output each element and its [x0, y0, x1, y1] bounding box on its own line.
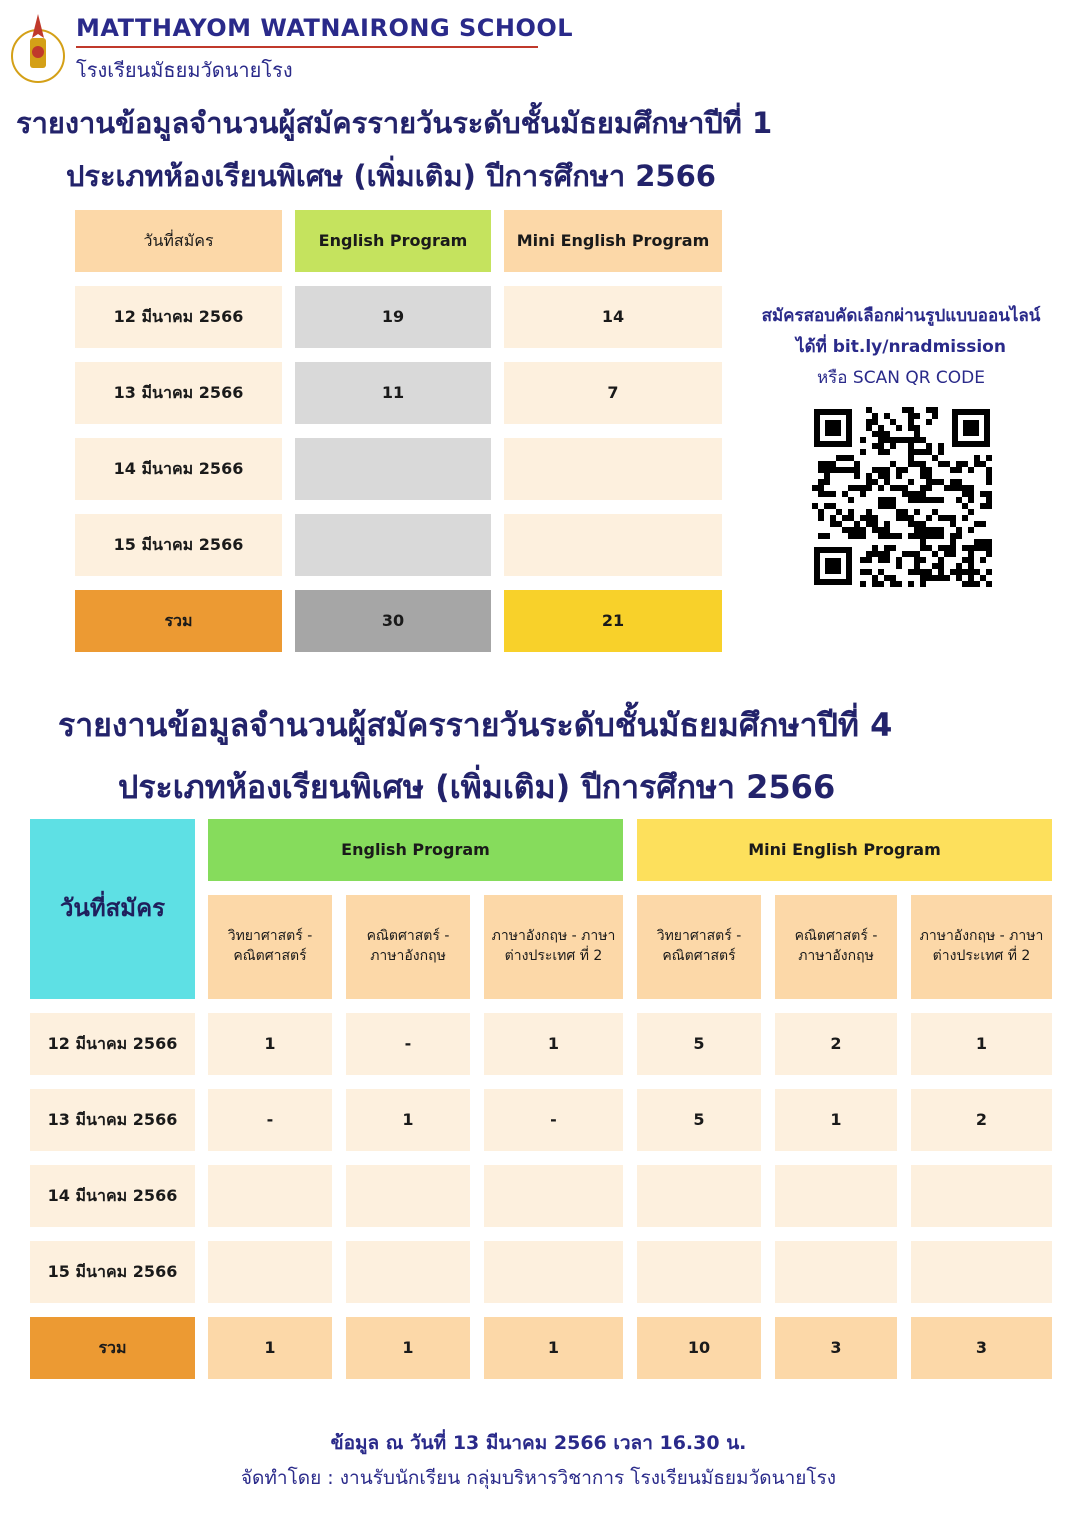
m4-subheader-mep-math-eng: คณิตศาสตร์ - ภาษาอังกฤษ [775, 895, 897, 999]
m4-row-value [346, 1165, 470, 1227]
data-timestamp: ข้อมูล ณ วันที่ 13 มีนาคม 2566 เวลา 16.30 น. [330, 1432, 747, 1454]
header-rule [76, 46, 538, 48]
m1-total-label: รวม [75, 590, 282, 652]
m4-row-value [637, 1165, 761, 1227]
m1-row-mep [504, 514, 722, 576]
m4-row-value: 5 [637, 1013, 761, 1075]
m4-header-mep: Mini English Program [637, 819, 1052, 881]
m1-row-mep: 14 [504, 286, 722, 348]
m1-total-ep: 30 [295, 590, 491, 652]
m4-row-value: - [484, 1089, 623, 1151]
m4-row-date: 14 มีนาคม 2566 [30, 1165, 195, 1227]
m4-row-value: 1 [346, 1089, 470, 1151]
school-name-thai: โรงเรียนมัธยมวัดนายโรง [76, 58, 293, 82]
m1-header-ep: English Program [295, 210, 491, 272]
m4-subheader-mep-eng-lang: ภาษาอังกฤษ - ภาษาต่างประเทศ ที่ 2 [911, 895, 1052, 999]
m4-row-date: 15 มีนาคม 2566 [30, 1241, 195, 1303]
m1-header-mep: Mini English Program [504, 210, 722, 272]
m4-row-value: - [346, 1013, 470, 1075]
m1-row-ep [295, 438, 491, 500]
m1-row-mep: 7 [504, 362, 722, 424]
scan-qr-text: หรือ SCAN QR CODE [816, 368, 986, 388]
m1-title-line1: รายงานข้อมูลจำนวนผู้สมัครรายวันระดับชั้นมัธยมศึกษาปีที่ 1 [16, 106, 773, 140]
m4-total-value: 3 [911, 1317, 1052, 1379]
m4-row-date: 12 มีนาคม 2566 [30, 1013, 195, 1075]
m4-row-value: 2 [775, 1013, 897, 1075]
online-apply-text: สมัครสอบคัดเลือกผ่านรูปแบบออนไลน์ [761, 306, 1041, 326]
m4-title-line1: รายงานข้อมูลจำนวนผู้สมัครรายวันระดับชั้นมัธยมศึกษาปีที่ 4 [58, 706, 893, 744]
m1-total-mep: 21 [504, 590, 722, 652]
m4-row-date: 13 มีนาคม 2566 [30, 1089, 195, 1151]
m4-row-value [208, 1241, 332, 1303]
m4-row-value: 1 [208, 1013, 332, 1075]
m4-row-value: 1 [775, 1089, 897, 1151]
m1-row-ep: 19 [295, 286, 491, 348]
m4-row-value: 5 [637, 1089, 761, 1151]
m4-row-value [346, 1241, 470, 1303]
m1-row-ep: 11 [295, 362, 491, 424]
m4-row-value: 2 [911, 1089, 1052, 1151]
m4-total-value: 1 [484, 1317, 623, 1379]
m1-row-date: 15 มีนาคม 2566 [75, 514, 282, 576]
m4-header-date: วันที่สมัคร [30, 819, 195, 999]
prepared-by: จัดทำโดย : งานรับนักเรียน กลุ่มบริหารวิชาการ โรงเรียนมัธยมวัดนายโรง [240, 1467, 837, 1489]
m1-row-ep [295, 514, 491, 576]
m4-subheader-ep-sci-math: วิทยาศาสตร์ - คณิตศาสตร์ [208, 895, 332, 999]
apply-link-text[interactable]: ได้ที่ bit.ly/nradmission [796, 337, 1006, 357]
m4-subheader-ep-math-eng: คณิตศาสตร์ - ภาษาอังกฤษ [346, 895, 470, 999]
m4-row-value: 1 [911, 1013, 1052, 1075]
m1-row-date: 12 มีนาคม 2566 [75, 286, 282, 348]
m4-row-value: 1 [484, 1013, 623, 1075]
m4-total-label: รวม [30, 1317, 195, 1379]
m4-total-value: 1 [346, 1317, 470, 1379]
m4-row-value [775, 1165, 897, 1227]
m1-header-date: วันที่สมัคร [75, 210, 282, 272]
m4-row-value [911, 1241, 1052, 1303]
m4-total-value: 10 [637, 1317, 761, 1379]
m4-subheader-mep-sci-math: วิทยาศาสตร์ - คณิตศาสตร์ [637, 895, 761, 999]
m4-row-value [484, 1241, 623, 1303]
school-name-english: MATTHAYOM WATNAIRONG SCHOOL [76, 14, 574, 42]
m1-row-mep [504, 438, 722, 500]
m1-row-date: 13 มีนาคม 2566 [75, 362, 282, 424]
m4-total-value: 3 [775, 1317, 897, 1379]
m4-row-value [911, 1165, 1052, 1227]
m4-subheader-ep-eng-lang: ภาษาอังกฤษ - ภาษาต่างประเทศ ที่ 2 [484, 895, 623, 999]
m4-row-value [637, 1241, 761, 1303]
m1-row-date: 14 มีนาคม 2566 [75, 438, 282, 500]
qr-code[interactable] [812, 407, 992, 587]
m1-title-line2: ประเภทห้องเรียนพิเศษ (เพิ่มเติม) ปีการศึกษา 2566 [66, 159, 716, 193]
m4-title-line2: ประเภทห้องเรียนพิเศษ (เพิ่มเติม) ปีการศึกษา 2566 [118, 768, 836, 806]
school-logo [10, 8, 66, 88]
m4-row-value [208, 1165, 332, 1227]
m4-row-value [484, 1165, 623, 1227]
m4-row-value [775, 1241, 897, 1303]
m4-total-value: 1 [208, 1317, 332, 1379]
m4-header-ep: English Program [208, 819, 623, 881]
m4-row-value: - [208, 1089, 332, 1151]
